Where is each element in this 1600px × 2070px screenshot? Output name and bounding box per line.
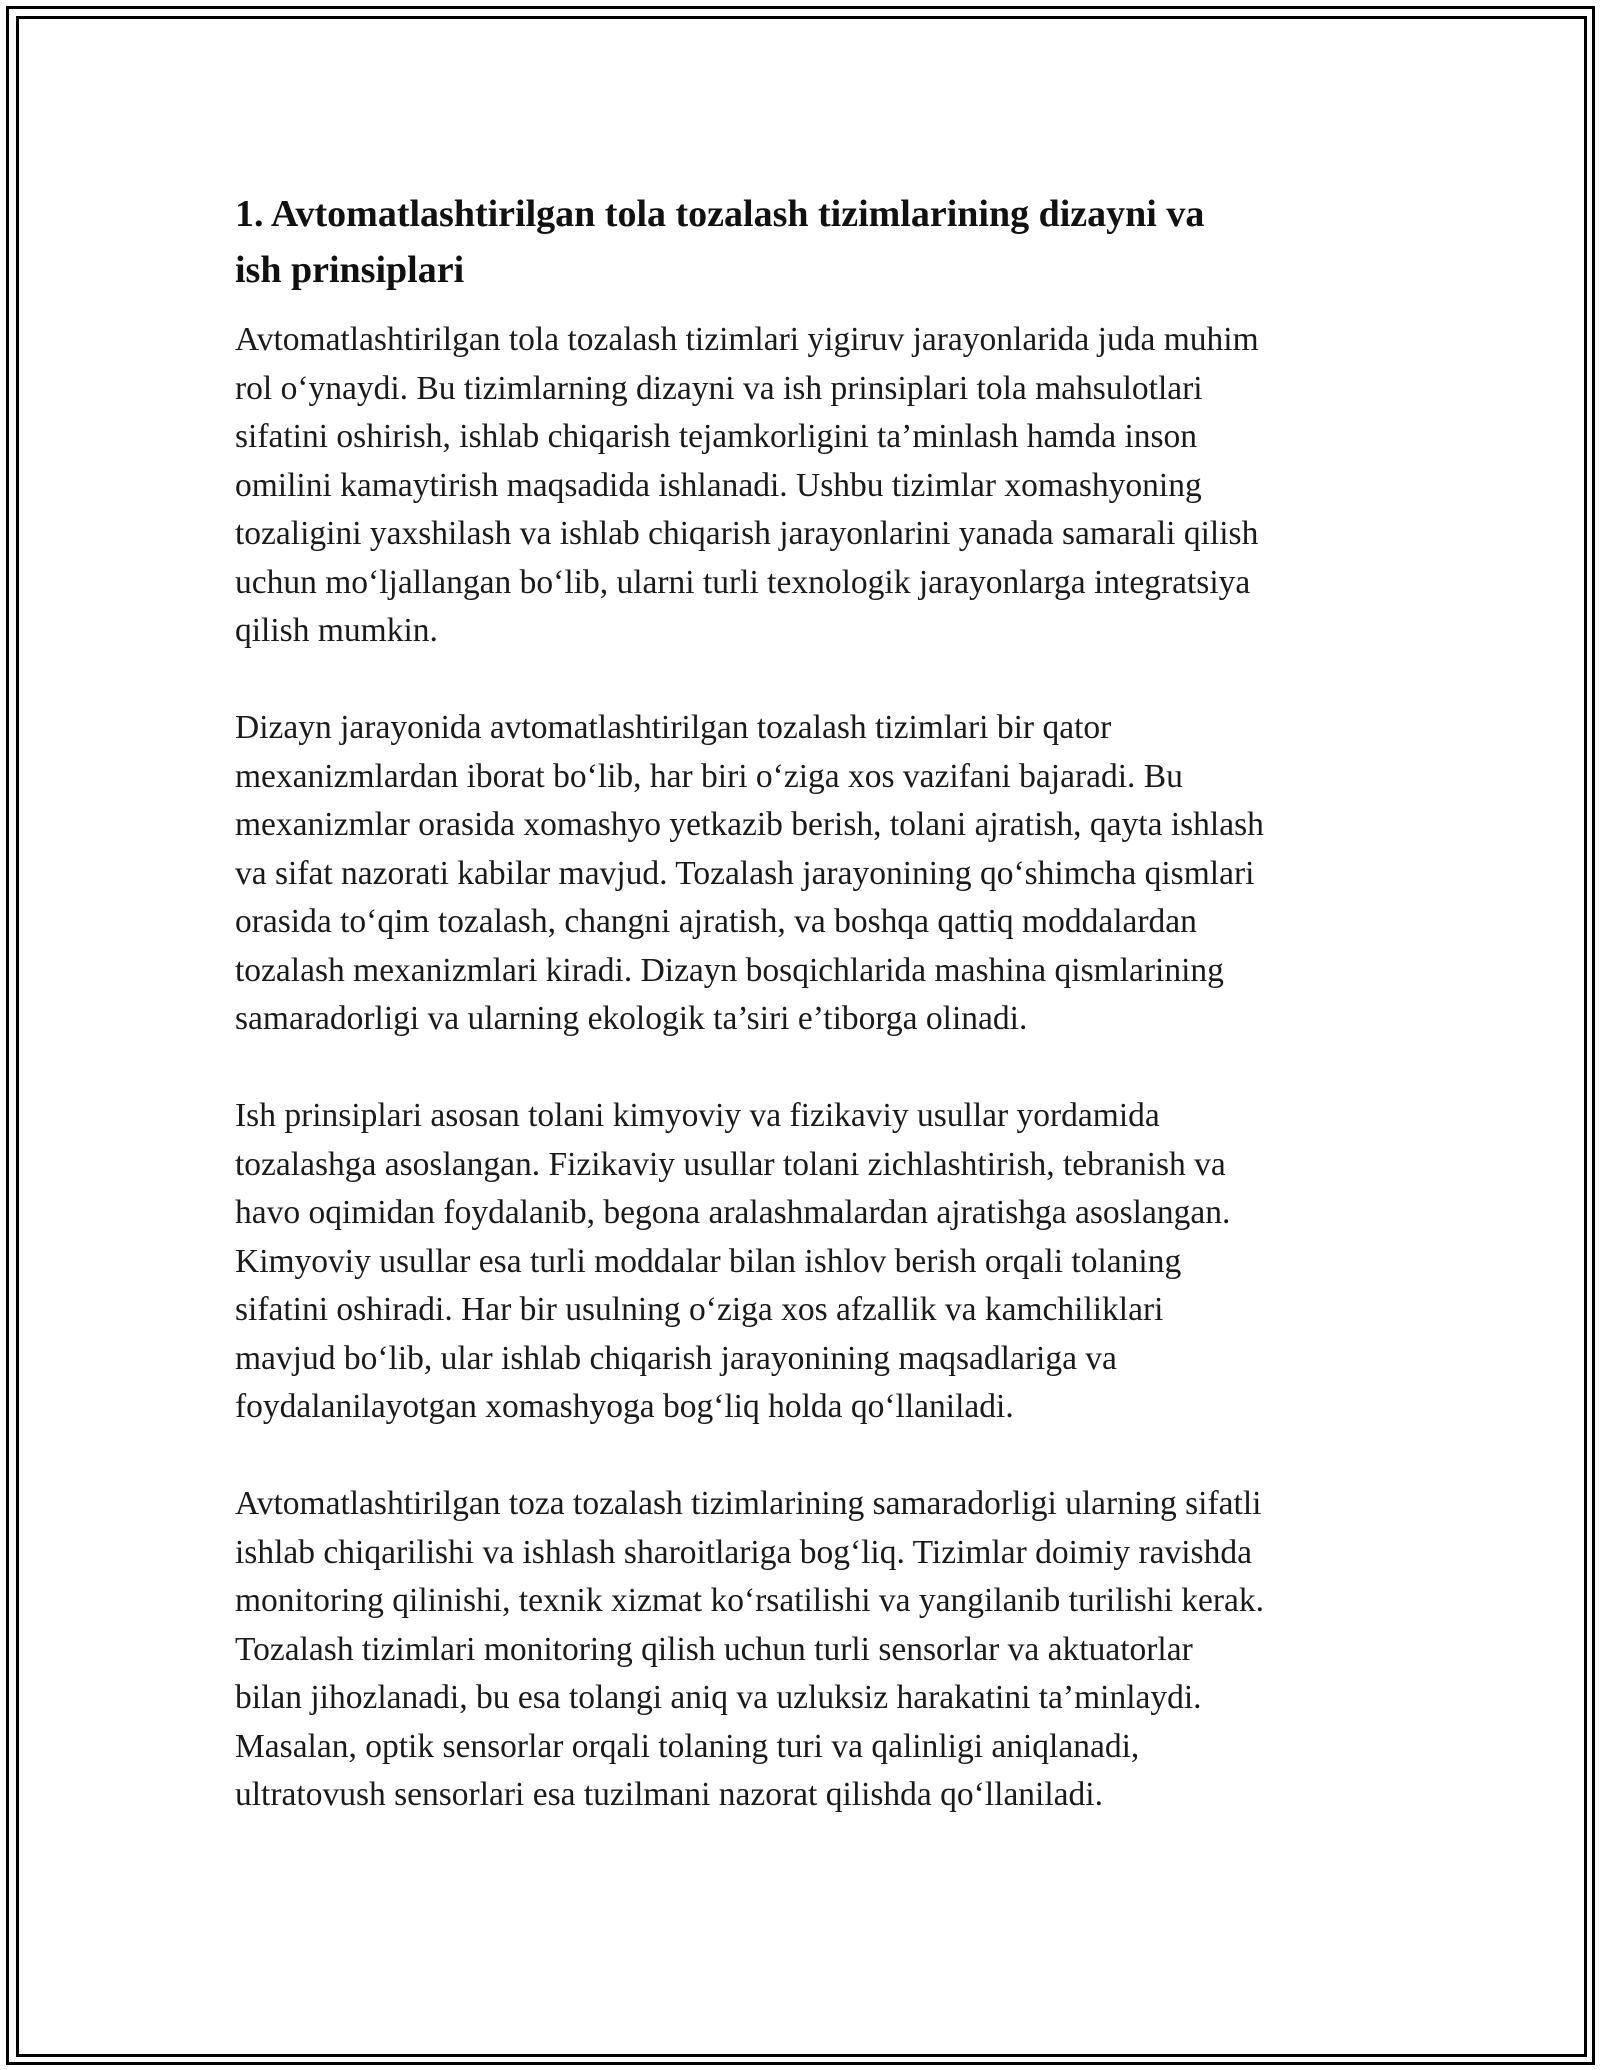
paragraph-line: Avtomatlashtirilgan toza tozalash tizimlarining samaradorligi ularning sifatli (235, 1485, 1262, 1522)
paragraph-line: Masalan, optik sensorlar orqali tolaning turi va qalinligi aniqlanadi, (235, 1727, 1140, 1765)
paragraph-line: Avtomatlashtirilgan tola tozalash tizimlari yigiruv jarayonlarida juda muhim (235, 321, 1259, 358)
paragraph-line: Tozalash tizimlari monitoring qilish uchun turli sensorlar va aktuatorlar (235, 1630, 1193, 1668)
paragraph-line: sifatini oshiradi. Har bir usulning o‘ziga xos afzallik va kamchiliklari (235, 1291, 1164, 1328)
document-body (235, 186, 1370, 1868)
paragraph-line: tozalashga asoslangan. Fizikaviy usullar tolani zichlashtirish, tebranish va (235, 1145, 1226, 1183)
paragraph-line: monitoring qilinishi, texnik xizmat ko‘rsatilishi va yangilanib turilishi kerak. (235, 1582, 1265, 1619)
paragraph-line: mexanizmlar orasida xomashyo yetkazib berish, tolani ajratish, qayta ishlash (235, 806, 1264, 843)
paragraph-line: rol o‘ynaydi. Bu tizimlarning dizayni va ish prinsiplari tola mahsulotlari (235, 369, 1203, 407)
paragraph-2 (235, 704, 1370, 1044)
paragraph-line: qilish mumkin. (235, 612, 438, 649)
paragraph-line: bilan jihozlanadi, bu esa tolangi aniq va uzluksiz harakatini ta’minlaydi. (235, 1679, 1202, 1716)
heading-line: 1. Avtomatlashtirilgan tola tozalash tizimlarining dizayni va (235, 193, 1205, 235)
paragraph-line: mavjud bo‘lib, ular ishlab chiqarish jarayonining maqsadlariga va (235, 1339, 1117, 1377)
paragraph-line: omilini kamaytirish maqsadida ishlanadi. Ushbu tizimlar xomashyoning (235, 466, 1202, 504)
paragraph-line: mexanizmlardan iborat bo‘lib, har biri o‘ziga xos vazifani bajaradi. Bu (235, 757, 1183, 795)
paragraph-3 (235, 1092, 1370, 1432)
paragraph-line: sifatini oshirish, ishlab chiqarish tejamkorligini ta’minlash hamda inson (235, 418, 1198, 455)
paragraph-4 (235, 1480, 1370, 1820)
paragraph-line: foydalanilayotgan xomashyoga bog‘liq holda qo‘llaniladi. (235, 1388, 1014, 1425)
paragraph-line: Kimyoviy usullar esa turli moddalar bilan ishlov berish orqali tolaning (235, 1242, 1182, 1280)
paragraph-1 (235, 316, 1370, 656)
paragraph-line: ishlab chiqarilishi va ishlash sharoitlariga bog‘liq. Tizimlar doimiy ravishda (235, 1533, 1252, 1571)
paragraph-line: tozaligini yaxshilash va ishlab chiqarish jarayonlarini yanada samarali qilish (235, 515, 1259, 552)
paragraph-line: samaradorligi va ularning ekologik ta’siri e’tiborga olinadi. (235, 1000, 1028, 1037)
paragraph-line: ultratovush sensorlari esa tuzilmani nazorat qilishda qo‘llaniladi. (235, 1776, 1103, 1813)
paragraph-line: va sifat nazorati kabilar mavjud. Tozalash jarayonining qo‘shimcha qismlari (235, 854, 1255, 892)
section-heading (235, 186, 1370, 298)
paragraph-line: Ish prinsiplari asosan tolani kimyoviy va fizikaviy usullar yordamida (235, 1097, 1160, 1134)
paragraph-line: tozalash mexanizmlari kiradi. Dizayn bosqichlarida mashina qismlarining (235, 951, 1224, 989)
heading-line: ish prinsiplari (235, 249, 465, 291)
paragraph-line: uchun mo‘ljallangan bo‘lib, ularni turli texnologik jarayonlarga integratsiya (235, 563, 1251, 601)
paragraph-line: Dizayn jarayonida avtomatlashtirilgan tozalash tizimlari bir qator (235, 709, 1112, 746)
paragraph-line: orasida to‘qim tozalash, changni ajratish, va boshqa qattiq moddalardan (235, 903, 1197, 940)
paragraph-line: havo oqimidan foydalanib, begona aralashmalardan ajratishga asoslangan. (235, 1194, 1231, 1231)
